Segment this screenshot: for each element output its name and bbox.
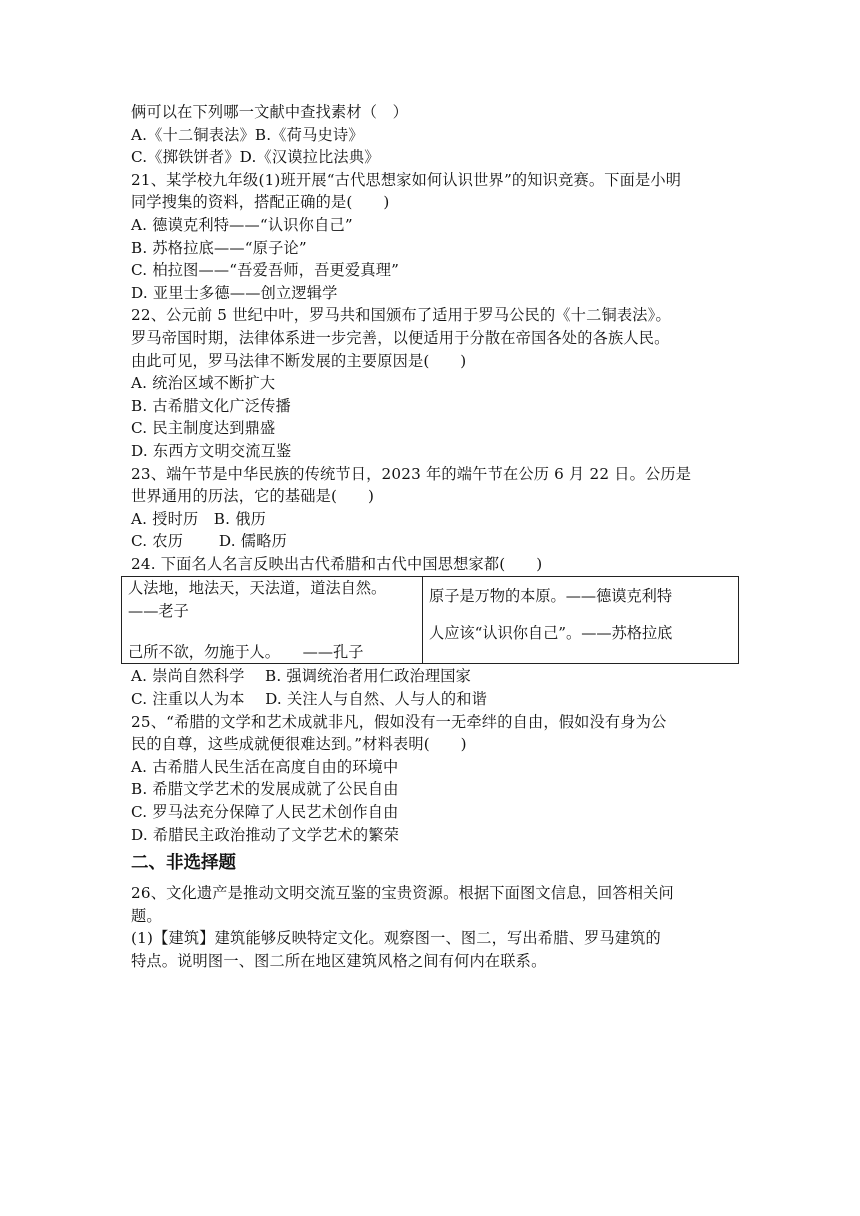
option-line: C. 农历 D. 儒略历 — [131, 532, 287, 551]
question-stem-line: 22、公元前 5 世纪中叶，罗马共和国颁布了适用于罗马公民的《十二铜表法》。 — [131, 306, 671, 325]
option-b: B. 古希腊文化广泛传播 — [131, 396, 291, 415]
question-stem-line: 21、某学校九年级(1)班开展“古代思想家如何认识世界”的知识竞赛。下面是小明 — [131, 170, 682, 189]
question-22 — [131, 304, 731, 462]
question-stem-line: 世界通用的历法，它的基础是( ) — [131, 487, 375, 506]
option-line: A. 崇尚自然科学 B. 强调统治者用仁政治理国家 — [131, 667, 472, 686]
option-c: C. 民主制度达到鼎盛 — [131, 419, 276, 438]
question-stem-line: 题。 — [131, 906, 162, 925]
section-non-choice — [131, 850, 731, 972]
sub-question-line: (1)【建筑】建筑能够反映特定文化。观察图一、图二，写出希腊、罗马建筑的 — [131, 929, 661, 948]
question-23 — [131, 463, 731, 553]
question-25 — [131, 711, 731, 847]
question-stem-line: 同学搜集的资料，搭配正确的是( ) — [131, 193, 390, 212]
quote-socrates: 人应该“认识你自己”。——苏格拉底 — [429, 624, 673, 643]
section-heading: 二、非选择题 — [131, 853, 236, 874]
option-a: A. 德谟克利特——“认识你自己” — [131, 215, 353, 234]
question-stem-line: 25、“希腊的文学和艺术成就非凡，假如没有一无牵绊的自由，假如没有身为公 — [131, 712, 667, 731]
cell-spacer — [429, 608, 732, 622]
quote-democritus: 原子是万物的本原。——德谟克利特 — [429, 587, 672, 606]
option-d: D. 亚里士多德——创立逻辑学 — [131, 283, 338, 302]
question-stem-line: 由此可见，罗马法律不断发展的主要原因是( ) — [131, 351, 467, 370]
option-c: C. 柏拉图——“吾爱吾师，吾更爱真理” — [131, 261, 400, 280]
option-b: B. 希腊文学艺术的发展成就了公民自由 — [131, 780, 399, 799]
question-24 — [128, 553, 731, 711]
quote-laozi-text: 人法地，地法天，天法道，道法自然。 — [128, 579, 387, 598]
option-line: A.《十二铜表法》B.《荷马史诗》 — [131, 125, 364, 144]
option-d: D. 希腊民主政治推动了文学艺术的繁荣 — [131, 825, 400, 844]
question-stem-line: 俩可以在下列哪一文献中查找素材（ ） — [131, 103, 408, 121]
question-20-tail — [131, 101, 731, 169]
option-line: C.《掷铁饼者》D.《汉谟拉比法典》 — [131, 148, 380, 167]
quotes-cell-greece — [423, 577, 739, 664]
quote-laozi-author: ——老子 — [128, 602, 189, 621]
question-21 — [131, 169, 731, 305]
option-c: C. 罗马法充分保障了人民艺术创作自由 — [131, 803, 399, 822]
option-b: B. 苏格拉底——“原子论” — [131, 238, 307, 257]
question-stem-line: 26、文化遗产是推动文明交流互鉴的宝贵资源。根据下面图文信息，回答相关问 — [131, 884, 674, 903]
option-d: D. 东西方文明交流互鉴 — [131, 441, 292, 460]
question-stem-line: 民的自尊，这些成就便很难达到。”材料表明( ) — [131, 735, 467, 754]
quotes-cell-china — [122, 577, 423, 664]
exam-page — [128, 101, 731, 973]
question-stem-line: 23、端午节是中华民族的传统节日，2023 年的端午节在公历 6 月 22 日。公历是 — [131, 464, 692, 483]
question-stem-line: 24. 下面名人名言反映出古代希腊和古代中国思想家都( ) — [131, 554, 543, 573]
option-a: A. 统治区域不断扩大 — [131, 374, 276, 393]
quotes-table — [121, 576, 739, 664]
question-stem-line: 罗马帝国时期，法律体系进一步完善，以便适用于分散在帝国各处的各族人民。 — [131, 328, 670, 347]
quote-kongzi: 己所不欲，勿施于人。 ——孔子 — [128, 642, 364, 661]
cell-spacer — [128, 623, 416, 641]
option-a: A. 古希腊人民生活在高度自由的环境中 — [131, 757, 399, 776]
option-line: C. 注重以人为本 D. 关注人与自然、人与人的和谐 — [131, 690, 488, 709]
option-line: A. 授时历 B. 俄历 — [131, 509, 266, 528]
sub-question-line: 特点。说明图一、图二所在地区建筑风格之间有何内在联系。 — [131, 952, 547, 970]
